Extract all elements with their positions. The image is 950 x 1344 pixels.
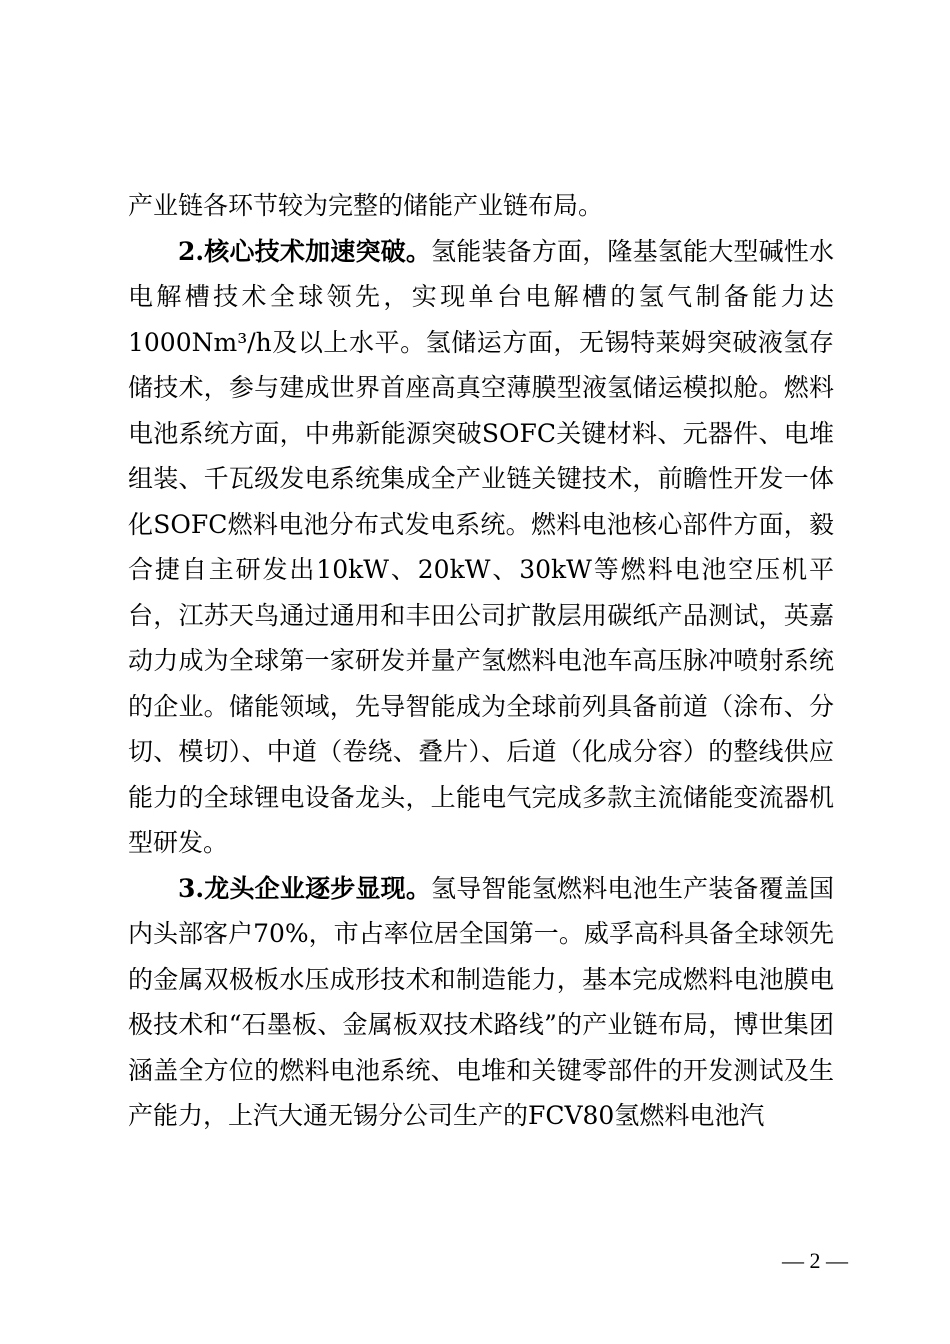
body-text — [128, 183, 834, 1139]
paragraph-text: 氢导智能氢燃料电池生产装备覆盖国内头部客户70%，市占率位居全国第一。威孚高科具备全球领先的金属双极板水压成形技术和制造能力，基本完成燃料电池膜电极技术和“石墨板、金属板双技术路线”的产业链布局，博世集团涵盖全方位的燃料电池系统、电堆和关键零部件的开发测试及生产能力，上汽大通无锡分公司生产的FCV80氢燃料电池汽 — [128, 873, 834, 1130]
paragraph-text: 氢能装备方面，隆基氢能大型碱性水电解槽技术全球领先，实现单台电解槽的氢气制备能力达1000Nm³/h及以上水平。氢储运方面，无锡特莱姆突破液氢存储技术，参与建成世界首座高真空薄膜型液氢储运模拟舱。燃料电池系统方面，中弗新能源突破SOFC关键材料、元器件、电堆组装、千瓦级发电系统集成全产业链关键技术，前瞻性开发一体化SOFC燃料电池分布式发电系统。燃料电池核心部件方面，毅合捷自主研发出10kW、20kW、30kW等燃料电池空压机平台，江苏天鸟通过通用和丰田公司扩散层用碳纸产品测试，英嘉动力成为全球第一家研发并量产氢燃料电池车高压脉冲喷射系统的企业。储能领域，先导智能成为全球前列具备前道（涂布、分切、模切）、中道（卷绕、叠片）、后道（化成分容）的整线供应能力的全球锂电设备龙头，上能电气完成多款主流储能变流器机型研发。 — [128, 236, 834, 857]
paragraph-leading-enterprises — [128, 866, 834, 1139]
paragraph-heading: 3.龙头企业逐步显现。 — [178, 873, 432, 903]
paragraph-heading: 2.核心技术加速突破。 — [178, 236, 432, 266]
page-number: — 2 — — [782, 1248, 848, 1273]
paragraph-core-technology — [128, 229, 834, 866]
paragraph-text: 产业链各环节较为完整的储能产业链布局。 — [128, 191, 604, 220]
paragraph-continuation — [128, 183, 834, 229]
